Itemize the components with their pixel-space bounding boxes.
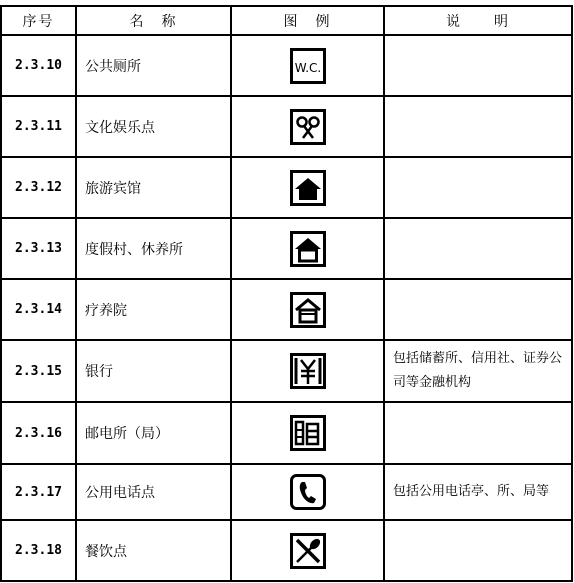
post-office-icon	[290, 415, 326, 451]
table-row	[1, 520, 572, 581]
outline-house-icon	[290, 231, 326, 267]
header-name: 名 称	[76, 6, 231, 35]
row-description	[384, 279, 572, 340]
yen-icon	[290, 353, 326, 389]
row-name: 公共厕所	[76, 35, 231, 96]
row-name: 餐饮点	[76, 520, 231, 581]
table-row	[1, 35, 572, 96]
row-description	[384, 157, 572, 218]
symbol-table	[0, 5, 573, 582]
header-no: 序号	[1, 6, 76, 35]
table-row	[1, 340, 572, 402]
header-legend: 图 例	[231, 6, 384, 35]
row-number: 2.3.10	[1, 35, 76, 96]
row-number: 2.3.16	[1, 402, 76, 464]
row-description: 包括储蓄所、信用社、证券公司等金融机构	[384, 340, 572, 402]
svg-text:W.C.: W.C.	[294, 60, 321, 75]
row-description	[384, 402, 572, 464]
filled-house-icon	[290, 170, 326, 206]
row-description	[384, 218, 572, 279]
row-name: 公用电话点	[76, 464, 231, 520]
table-row	[1, 218, 572, 279]
row-number: 2.3.13	[1, 218, 76, 279]
header-description: 说 明	[384, 6, 572, 35]
row-number: 2.3.12	[1, 157, 76, 218]
table-row	[1, 157, 572, 218]
row-name: 疗养院	[76, 279, 231, 340]
table-row	[1, 279, 572, 340]
sanatorium-house-icon	[290, 292, 326, 328]
row-description	[384, 520, 572, 581]
row-name: 邮电所（局）	[76, 402, 231, 464]
table-row	[1, 96, 572, 157]
row-number: 2.3.11	[1, 96, 76, 157]
row-number: 2.3.15	[1, 340, 76, 402]
row-description	[384, 96, 572, 157]
row-number: 2.3.14	[1, 279, 76, 340]
row-number: 2.3.18	[1, 520, 76, 581]
row-name: 银行	[76, 340, 231, 402]
row-name: 度假村、休养所	[76, 218, 231, 279]
table-row	[1, 402, 572, 464]
row-description	[384, 35, 572, 96]
wc-icon	[290, 48, 326, 84]
telephone-icon	[290, 474, 326, 510]
row-name: 旅游宾馆	[76, 157, 231, 218]
header-row	[1, 6, 572, 35]
fork-knife-icon	[290, 533, 326, 569]
table-row	[1, 464, 572, 520]
film-reel-icon	[290, 109, 326, 145]
row-description: 包括公用电话亭、所、局等	[384, 464, 572, 520]
row-name: 文化娱乐点	[76, 96, 231, 157]
row-number: 2.3.17	[1, 464, 76, 520]
